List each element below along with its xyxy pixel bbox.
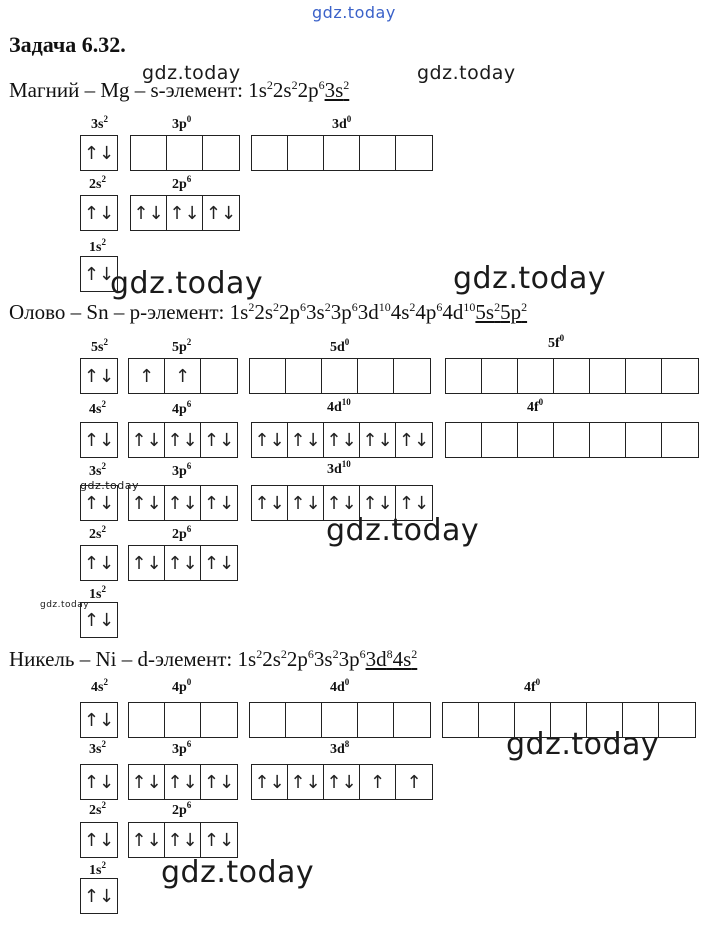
- formula-line: [9, 647, 417, 672]
- formula-term: $4d^{10}$: [442, 300, 476, 324]
- orbital-cell: ↑↓: [129, 765, 165, 799]
- sublevel-label: $3d^8$: [330, 739, 350, 757]
- formula-term: $1s^2$: [248, 78, 273, 102]
- orbital-cell: [167, 136, 203, 170]
- sublevel-label: $1s^2$: [89, 237, 106, 255]
- orbital-cell: [518, 423, 554, 457]
- orbital-cell: ↑: [360, 765, 396, 799]
- orbital-cell: [165, 703, 201, 737]
- orbital-cell: ↑↓: [288, 486, 324, 520]
- orbital-box: [80, 195, 118, 231]
- orbital-box: [251, 135, 433, 171]
- orbital-cell: [250, 359, 286, 393]
- orbital-cell: ↑↓: [398, 492, 430, 514]
- orbital-cell: ↑↓: [205, 202, 237, 224]
- sublevel-label: $4s^2$: [89, 399, 106, 417]
- orbital-box: [249, 702, 431, 738]
- sublevel-label: $3d^{10}$: [327, 459, 351, 477]
- orbital-box: [80, 135, 118, 171]
- orbital-cell: [590, 359, 626, 393]
- orbital-cell: ↑↓: [165, 765, 201, 799]
- orbital-cell: [587, 703, 623, 737]
- orbital-cell: ↑↓: [324, 486, 360, 520]
- sublevel-label: $2s^2$: [89, 800, 106, 818]
- orbital-cell: ↑↓: [203, 429, 235, 451]
- element-description: Магний – Mg – s-элемент:: [9, 78, 249, 102]
- watermark: gdz.today: [80, 479, 140, 492]
- sublevel-label: $2s^2$: [89, 524, 106, 542]
- formula-term: $3d^{10}$: [357, 300, 391, 324]
- sublevel-label: $2s^2$: [89, 174, 106, 192]
- orbital-cell: [252, 136, 288, 170]
- sublevel-label: $2p^6$: [172, 174, 192, 192]
- orbital-cell: [482, 423, 518, 457]
- orbital-cell: ↑↓: [165, 823, 201, 857]
- formula-term: $2p^6$: [297, 78, 325, 102]
- orbital-box: [80, 702, 118, 738]
- sublevel-label: $3p^6$: [172, 461, 192, 479]
- watermark: gdz.today: [506, 727, 660, 762]
- orbital-cell: ↑↓: [83, 829, 115, 851]
- orbital-cell: [554, 359, 590, 393]
- orbital-cell: [482, 359, 518, 393]
- orbital-cell: ↑↓: [83, 771, 115, 793]
- orbital-cell: [288, 136, 324, 170]
- sublevel-label: $4p^0$: [172, 677, 192, 695]
- orbital-cell: ↑↓: [83, 429, 115, 451]
- watermark-top: gdz.today: [312, 3, 396, 22]
- orbital-box: [251, 485, 433, 521]
- orbital-cell: [554, 423, 590, 457]
- sublevel-label: $2p^6$: [172, 800, 192, 818]
- orbital-cell: ↑↓: [83, 263, 115, 285]
- orbital-cell: ↑↓: [203, 771, 235, 793]
- sublevel-label: $5p^2$: [172, 337, 192, 355]
- orbital-cell: [662, 423, 698, 457]
- formula-term: $2s^2$: [254, 300, 280, 324]
- orbital-cell: ↑↓: [165, 546, 201, 580]
- orbital-cell: ↑↓: [129, 486, 165, 520]
- orbital-cell: ↑↓: [360, 486, 396, 520]
- element-description: Никель – Ni – d-элемент:: [9, 647, 238, 671]
- watermark: gdz.today: [453, 261, 607, 296]
- orbital-cell: ↑↓: [252, 765, 288, 799]
- valence-electrons: [325, 78, 350, 102]
- orbital-cell: [360, 136, 396, 170]
- formula-term: $2s^2$: [262, 647, 287, 671]
- formula-term: $1s^2$: [229, 300, 255, 324]
- orbital-cell: [394, 703, 430, 737]
- orbital-box: [128, 358, 238, 394]
- formula-term: $1s^2$: [237, 647, 263, 671]
- sublevel-label: $4f^0$: [524, 677, 541, 695]
- orbital-cell: ↑↓: [398, 429, 430, 451]
- orbital-cell: ↑↓: [129, 546, 165, 580]
- orbital-cell: ↑↓: [324, 765, 360, 799]
- orbital-cell: ↑↓: [83, 709, 115, 731]
- orbital-cell: ↑↓: [288, 423, 324, 457]
- orbital-cell: [626, 359, 662, 393]
- valence-electrons: [475, 300, 527, 324]
- sublevel-label: $3s^2$: [89, 739, 106, 757]
- sublevel-label: $2p^6$: [172, 524, 192, 542]
- formula-term: $3d^8$: [365, 647, 393, 671]
- orbital-cell: ↑↓: [167, 196, 203, 230]
- orbital-box: [251, 422, 433, 458]
- orbital-box: [251, 764, 433, 800]
- formula-line: [9, 300, 527, 325]
- orbital-box: [130, 135, 240, 171]
- orbital-cell: [396, 136, 432, 170]
- formula-term: $2p^6$: [279, 300, 307, 324]
- orbital-cell: ↑↓: [83, 552, 115, 574]
- formula-term: $3p^6$: [338, 647, 366, 671]
- orbital-cell: [590, 423, 626, 457]
- orbital-cell: [659, 703, 695, 737]
- orbital-cell: [286, 359, 322, 393]
- sublevel-label: $1s^2$: [89, 584, 106, 602]
- orbital-box: [128, 485, 238, 521]
- orbital-box: [80, 358, 118, 394]
- orbital-cell: [662, 359, 698, 393]
- sublevel-label: $4d^0$: [330, 677, 350, 695]
- formula-term: $3s^2$: [313, 647, 339, 671]
- orbital-cell: [201, 703, 237, 737]
- watermark: gdz.today: [161, 855, 315, 890]
- orbital-cell: ↑↓: [252, 423, 288, 457]
- orbital-cell: ↑↓: [83, 202, 115, 224]
- orbital-box: [130, 195, 240, 231]
- orbital-cell: [322, 703, 358, 737]
- orbital-box: [128, 545, 238, 581]
- formula-term: $4s^2$: [392, 647, 418, 671]
- sublevel-label: $4f^0$: [527, 397, 544, 415]
- orbital-cell: [518, 359, 554, 393]
- watermark: gdz.today: [142, 62, 241, 84]
- orbital-cell: ↑↓: [129, 423, 165, 457]
- formula-line: [9, 78, 349, 103]
- orbital-cell: [129, 703, 165, 737]
- orbital-cell: [358, 359, 394, 393]
- orbital-cell: [201, 359, 237, 393]
- orbital-cell: ↑↓: [83, 365, 115, 387]
- orbital-cell: ↑↓: [83, 609, 115, 631]
- sublevel-label: $4s^2$: [91, 677, 108, 695]
- orbital-cell: ↑↓: [165, 486, 201, 520]
- orbital-cell: ↑↓: [203, 829, 235, 851]
- orbital-box: [80, 764, 118, 800]
- orbital-cell: ↑↓: [324, 423, 360, 457]
- orbital-box: [128, 422, 238, 458]
- orbital-cell: [443, 703, 479, 737]
- sublevel-label: $1s^2$: [89, 860, 106, 878]
- orbital-cell: [446, 423, 482, 457]
- formula-term: $5s^2$: [475, 300, 501, 324]
- formula-term: $2s^2$: [272, 78, 298, 102]
- orbital-box: [128, 822, 238, 858]
- watermark: gdz.today: [110, 266, 264, 301]
- orbital-cell: [203, 136, 239, 170]
- orbital-cell: ↑: [129, 359, 165, 393]
- orbital-box: [80, 422, 118, 458]
- sublevel-label: $3d^0$: [332, 114, 352, 132]
- orbital-cell: [322, 359, 358, 393]
- orbital-cell: [626, 423, 662, 457]
- orbital-cell: ↑↓: [252, 486, 288, 520]
- orbital-cell: [358, 703, 394, 737]
- sublevel-label: $3p^0$: [172, 114, 192, 132]
- orbital-cell: ↑↓: [83, 492, 115, 514]
- orbital-cell: ↑↓: [360, 423, 396, 457]
- orbital-cell: [286, 703, 322, 737]
- valence-electrons: [366, 647, 418, 671]
- orbital-box: [128, 764, 238, 800]
- orbital-box: [80, 256, 118, 292]
- orbital-cell: ↑↓: [129, 823, 165, 857]
- orbital-cell: [324, 136, 360, 170]
- orbital-cell: ↑↓: [203, 552, 235, 574]
- formula-term: $5p^2$: [500, 300, 528, 324]
- orbital-cell: [131, 136, 167, 170]
- sublevel-label: $3s^2$: [89, 461, 106, 479]
- orbital-box: [80, 878, 118, 914]
- orbital-cell: [515, 703, 551, 737]
- orbital-cell: [551, 703, 587, 737]
- element-description: Олово – Sn – p-элемент:: [9, 300, 230, 324]
- orbital-box: [80, 485, 118, 521]
- sublevel-label: $3p^6$: [172, 739, 192, 757]
- formula-term: $4p^6$: [415, 300, 443, 324]
- watermark: gdz.today: [417, 62, 516, 84]
- orbital-cell: ↑↓: [203, 492, 235, 514]
- orbital-cell: [623, 703, 659, 737]
- sublevel-label: $5f^0$: [548, 333, 565, 351]
- orbital-box: [249, 358, 431, 394]
- watermark: gdz.today: [40, 600, 90, 610]
- orbital-cell: [394, 359, 430, 393]
- formula-term: $3p^6$: [330, 300, 358, 324]
- watermark: gdz.today: [326, 513, 480, 548]
- sublevel-label: $4d^{10}$: [327, 397, 351, 415]
- formula-term: $3s^2$: [324, 78, 350, 102]
- orbital-cell: ↑↓: [288, 765, 324, 799]
- orbital-box: [442, 702, 696, 738]
- sublevel-label: $5d^0$: [330, 337, 350, 355]
- formula-term: $4s^2$: [390, 300, 416, 324]
- sublevel-label: $3s^2$: [91, 114, 108, 132]
- orbital-box: [128, 702, 238, 738]
- orbital-box: [80, 602, 118, 638]
- orbital-box: [80, 545, 118, 581]
- orbital-cell: [446, 359, 482, 393]
- orbital-box: [80, 822, 118, 858]
- formula-term: $3s^2$: [306, 300, 331, 324]
- sublevel-label: $4p^6$: [172, 399, 192, 417]
- problem-title: Задача 6.32.: [9, 32, 126, 57]
- orbital-cell: ↑↓: [83, 142, 115, 164]
- orbital-cell: ↑↓: [83, 885, 115, 907]
- formula-term: $2p^6$: [286, 647, 314, 671]
- orbital-cell: ↑: [406, 771, 422, 793]
- orbital-cell: ↑↓: [165, 423, 201, 457]
- orbital-box: [445, 358, 699, 394]
- orbital-cell: ↑: [165, 359, 201, 393]
- orbital-cell: [479, 703, 515, 737]
- orbital-cell: [250, 703, 286, 737]
- orbital-box: [445, 422, 699, 458]
- orbital-cell: ↑↓: [131, 196, 167, 230]
- sublevel-label: $5s^2$: [91, 337, 108, 355]
